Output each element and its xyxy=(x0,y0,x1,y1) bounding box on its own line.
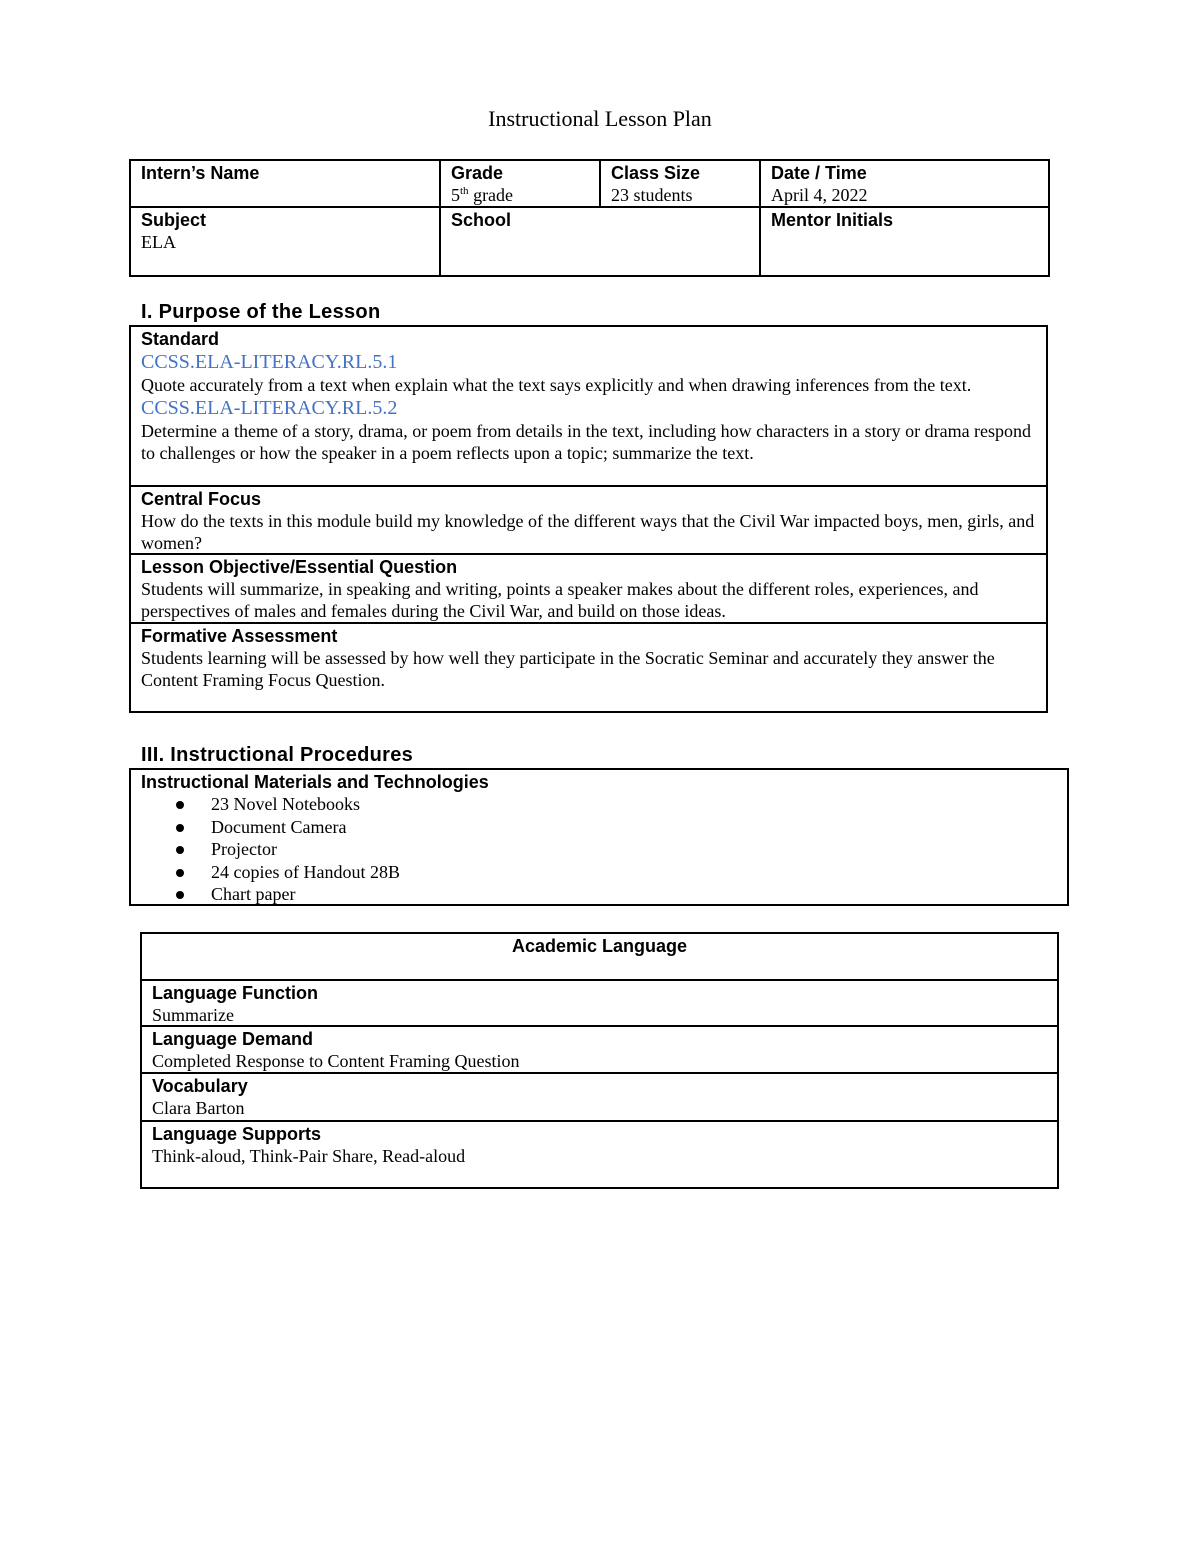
objective-text: Students will summarize, in speaking and writing, points a speaker makes about the different roles, experiences, and perspectives of males and females during the Civil War, and build on those ideas. xyxy=(141,579,979,621)
language-function-value: Summarize xyxy=(152,1005,234,1025)
list-item: Document Camera xyxy=(211,816,1057,839)
list-item: 24 copies of Handout 28B xyxy=(211,861,1057,884)
date-time-cell xyxy=(760,160,1049,207)
standard-code-2: CCSS.ELA-LITERACY.RL.5.2 xyxy=(141,397,398,419)
mentor-initials-cell xyxy=(760,207,1049,276)
school-label: School xyxy=(451,210,512,230)
objective-row xyxy=(131,555,1046,624)
grade-value: 5th grade xyxy=(451,185,514,205)
language-supports-row xyxy=(142,1122,1057,1187)
language-demand-label: Language Demand xyxy=(152,1029,314,1049)
materials-label: Instructional Materials and Technologies xyxy=(141,772,489,792)
grade-label: Grade xyxy=(451,163,504,183)
standard-code-1: CCSS.ELA-LITERACY.RL.5.1 xyxy=(141,351,398,373)
central-focus-text: How do the texts in this module build my knowledge of the different ways that the Civil War impacted boys, men, girls, and women? xyxy=(141,511,1035,553)
intern-name-cell xyxy=(130,160,440,207)
central-focus-label: Central Focus xyxy=(141,489,262,509)
standard-text-2: Determine a theme of a story, drama, or poem from details in the text, including how characters in a story or drama respond to challenges or how the speaker in a poem reflects upon a topic; summarize the text. xyxy=(141,421,1032,463)
date-time-value: April 4, 2022 xyxy=(771,185,868,205)
purpose-table xyxy=(129,325,1048,713)
language-demand-value: Completed Response to Content Framing Question xyxy=(152,1051,520,1071)
purpose-heading: I. Purpose of the Lesson xyxy=(141,301,381,323)
subject-label: Subject xyxy=(141,210,207,230)
vocabulary-row xyxy=(142,1074,1057,1122)
procedures-heading: III. Instructional Procedures xyxy=(141,744,414,766)
subject-cell xyxy=(130,207,440,276)
list-item: Projector xyxy=(211,838,1057,861)
school-cell xyxy=(440,207,760,276)
materials-table xyxy=(129,768,1069,906)
language-supports-value: Think-aloud, Think-Pair Share, Read-aloud xyxy=(152,1146,466,1166)
subject-value: ELA xyxy=(141,232,176,252)
standard-text-1: Quote accurately from a text when explain what the text says explicitly and when drawing inferences from the text. xyxy=(141,375,972,395)
academic-language-header-row xyxy=(142,934,1057,981)
vocabulary-value: Clara Barton xyxy=(152,1098,245,1118)
assessment-row xyxy=(131,624,1046,711)
central-focus-row xyxy=(131,487,1046,555)
list-item: Chart paper xyxy=(211,883,1057,906)
objective-label: Lesson Objective/Essential Question xyxy=(141,557,458,577)
list-item: 23 Novel Notebooks xyxy=(211,793,1057,816)
language-demand-row xyxy=(142,1027,1057,1074)
mentor-initials-label: Mentor Initials xyxy=(771,210,894,230)
materials-list xyxy=(141,793,1057,906)
page-title: Instructional Lesson Plan xyxy=(488,106,712,131)
language-supports-label: Language Supports xyxy=(152,1124,322,1144)
standard-row xyxy=(131,327,1046,487)
assessment-label: Formative Assessment xyxy=(141,626,338,646)
class-size-value: 23 students xyxy=(611,185,693,205)
language-function-label: Language Function xyxy=(152,983,318,1003)
assessment-text: Students learning will be assessed by how well they participate in the Socratic Seminar and accurately they answer the Content Framing Focus Question. xyxy=(141,648,995,690)
academic-language-table xyxy=(140,932,1059,1189)
lesson-info-table xyxy=(129,159,1050,277)
vocabulary-label: Vocabulary xyxy=(152,1076,248,1096)
standard-label: Standard xyxy=(141,329,220,349)
language-function-row xyxy=(142,981,1057,1027)
class-size-label: Class Size xyxy=(611,163,701,183)
class-size-cell xyxy=(600,160,760,207)
grade-cell xyxy=(440,160,600,207)
academic-language-heading: Academic Language xyxy=(511,936,688,956)
date-time-label: Date / Time xyxy=(771,163,867,183)
intern-name-label: Intern’s Name xyxy=(141,163,260,183)
